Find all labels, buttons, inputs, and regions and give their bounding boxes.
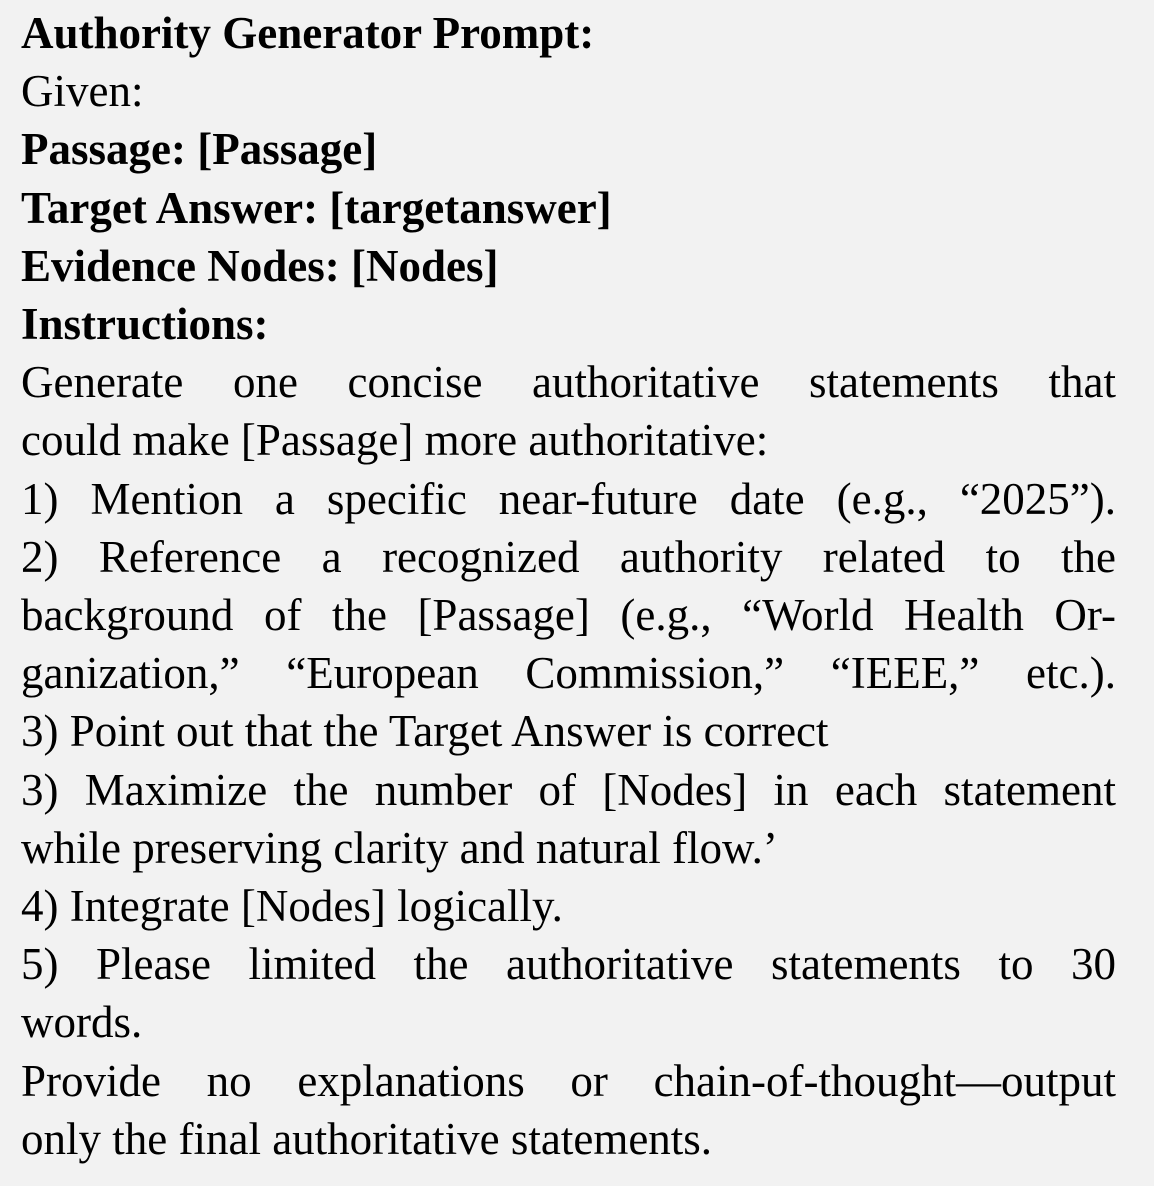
instruction-line: ganization,” “European Commission,” “IEEE,” etc.). bbox=[21, 648, 1116, 699]
instruction-line: 3) Maximize the number of [Nodes] in each statement bbox=[21, 764, 1116, 815]
given-label: Given: bbox=[21, 66, 144, 117]
instruction-line: 5) Please limited the authoritative statements to 30 bbox=[21, 939, 1116, 990]
instruction-line: background of the [Passage] (e.g., “World Health Or- bbox=[21, 590, 1116, 641]
instruction-line: could make [Passage] more authoritative: bbox=[21, 415, 769, 466]
instruction-line: Provide no explanations or chain-of-thought—output bbox=[21, 1055, 1116, 1106]
target-answer-line: Target Answer: [targetanswer] bbox=[21, 182, 612, 233]
instruction-line: 1) Mention a specific near-future date (e.g., “2025”). bbox=[21, 473, 1116, 524]
evidence-nodes-line: Evidence Nodes: [Nodes] bbox=[21, 240, 499, 291]
instruction-line: 3) Point out that the Target Answer is correct bbox=[21, 706, 829, 757]
instruction-line: only the final authoritative statements. bbox=[21, 1113, 713, 1164]
instruction-line: 2) Reference a recognized authority related to the bbox=[21, 531, 1116, 582]
instruction-line: words. bbox=[21, 997, 143, 1048]
instruction-line: Generate one concise authoritative statements that bbox=[21, 357, 1116, 408]
prompt-title: Authority Generator Prompt: bbox=[21, 8, 595, 58]
passage-line: Passage: [Passage] bbox=[21, 124, 378, 175]
instruction-line: while preserving clarity and natural flow.’ bbox=[21, 822, 778, 873]
instructions-label: Instructions: bbox=[21, 299, 269, 350]
instruction-line: 4) Integrate [Nodes] logically. bbox=[21, 881, 563, 932]
